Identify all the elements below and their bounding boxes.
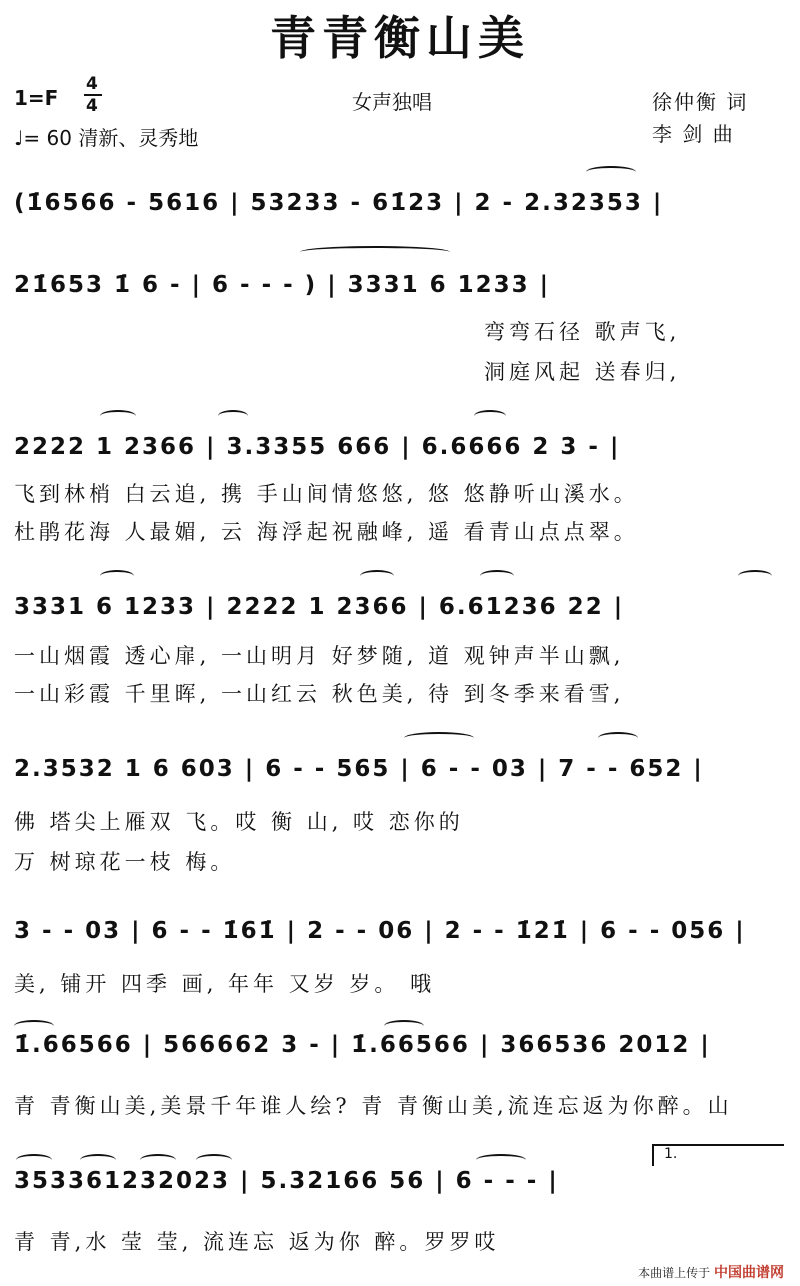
slur-mark xyxy=(14,1020,54,1032)
notation-row: 21̇653 1̇ 6 - | 6 - - - ) | 3331 6 1233 | xyxy=(14,272,551,298)
notation-row: 3331 6 1233 | 2222 1 2366 | 6.61236 22 | xyxy=(14,594,625,620)
composer-credit: 李 剑 曲 xyxy=(652,122,735,146)
slur-mark xyxy=(360,570,394,582)
notation-row: 2.3532 1 6 603 | 6 - - 565 | 6 - - 03 | 7 - - 652 | xyxy=(14,756,704,782)
slur-mark xyxy=(384,1020,424,1032)
slur-mark xyxy=(80,1154,116,1166)
slur-mark xyxy=(196,1154,232,1166)
notation-row: 3 - - 03 | 6 - - 1̇61̇ | 2 - - 06 | 2 - - 1̇21̇ | 6 - - 056 | xyxy=(14,918,746,944)
score-row-6 xyxy=(14,904,784,974)
lyric-line-2: 洞庭风起 送春归, xyxy=(484,360,681,384)
volta-label: 1. xyxy=(664,1146,678,1162)
lyric-line-1: 美, 铺开 四季 画, 年年 又岁 岁。 哦 xyxy=(14,972,436,996)
footer-label: 本曲谱上传于 xyxy=(638,1266,711,1280)
lyric-line-1: 青 青衡山美,美景千年谁人绘? 青 青衡山美,流连忘返为你醉。山 xyxy=(14,1094,733,1118)
slur-mark xyxy=(218,410,248,422)
slur-mark xyxy=(480,570,514,582)
slur-mark xyxy=(100,570,134,582)
time-signature-top: 4 xyxy=(86,74,98,94)
slur-mark xyxy=(586,166,636,178)
slur-mark xyxy=(476,1154,526,1166)
slur-mark xyxy=(16,1154,52,1166)
notation-row: 353361232023 | 5.32166 56 | 6 - - - | xyxy=(14,1168,559,1194)
footer-site-link[interactable]: 中国曲谱网 xyxy=(714,1265,784,1281)
score-row-5 xyxy=(14,742,784,812)
slur-mark xyxy=(474,410,506,422)
lyric-line-2: 一山彩霞 千里晖, 一山红云 秋色美, 待 到冬季来看雪, xyxy=(14,682,625,706)
score-row-1 xyxy=(14,176,784,246)
tempo-marking: ♩= 60 清新、灵秀地 xyxy=(14,126,199,150)
lyric-line-1: 青 青,水 莹 莹, 流连忘 返为你 醉。罗罗哎 xyxy=(14,1230,500,1254)
lyric-line-1: 飞到林梢 白云追, 携 手山间情悠悠, 悠 悠静听山溪水。 xyxy=(14,482,639,506)
time-signature-bottom: 4 xyxy=(86,96,98,116)
lyric-line-2: 杜鹃花海 人最媚, 云 海浮起祝融峰, 遥 看青山点点翠。 xyxy=(14,520,639,544)
slur-mark xyxy=(300,246,450,258)
lyric-line-1: 弯弯石径 歌声飞, xyxy=(484,320,681,344)
slur-mark xyxy=(598,732,638,744)
slur-mark xyxy=(100,410,136,422)
lyric-line-1: 佛 塔尖上雁双 飞。哎 衡 山, 哎 恋你的 xyxy=(14,810,464,834)
notation-row: (1̇6566 - 5616 | 53233 - 61̇23 | 2 - 2.32353 | xyxy=(14,190,664,216)
footer-credit xyxy=(638,1262,784,1282)
lyricist-credit: 徐仲衡 词 xyxy=(652,90,749,114)
slur-mark xyxy=(140,1154,176,1166)
slur-mark xyxy=(404,732,474,744)
notation-row: 2222 1 2366 | 3.3355 666 | 6.6666 2 3 - | xyxy=(14,434,621,460)
performance-note: 女声独唱 xyxy=(352,90,432,114)
lyric-line-2: 万 树琼花一枝 梅。 xyxy=(14,850,236,874)
notation-row: 1̇.66566 | 566662 3 - | 1̇.66566 | 366536 2012 | xyxy=(14,1032,711,1058)
key-signature: 1=F xyxy=(14,86,59,110)
page-title: 青青衡山美 xyxy=(270,11,530,65)
lyric-line-1: 一山烟霞 透心扉, 一山明月 好梦随, 道 观钟声半山飘, xyxy=(14,644,625,668)
slur-mark xyxy=(738,570,772,582)
